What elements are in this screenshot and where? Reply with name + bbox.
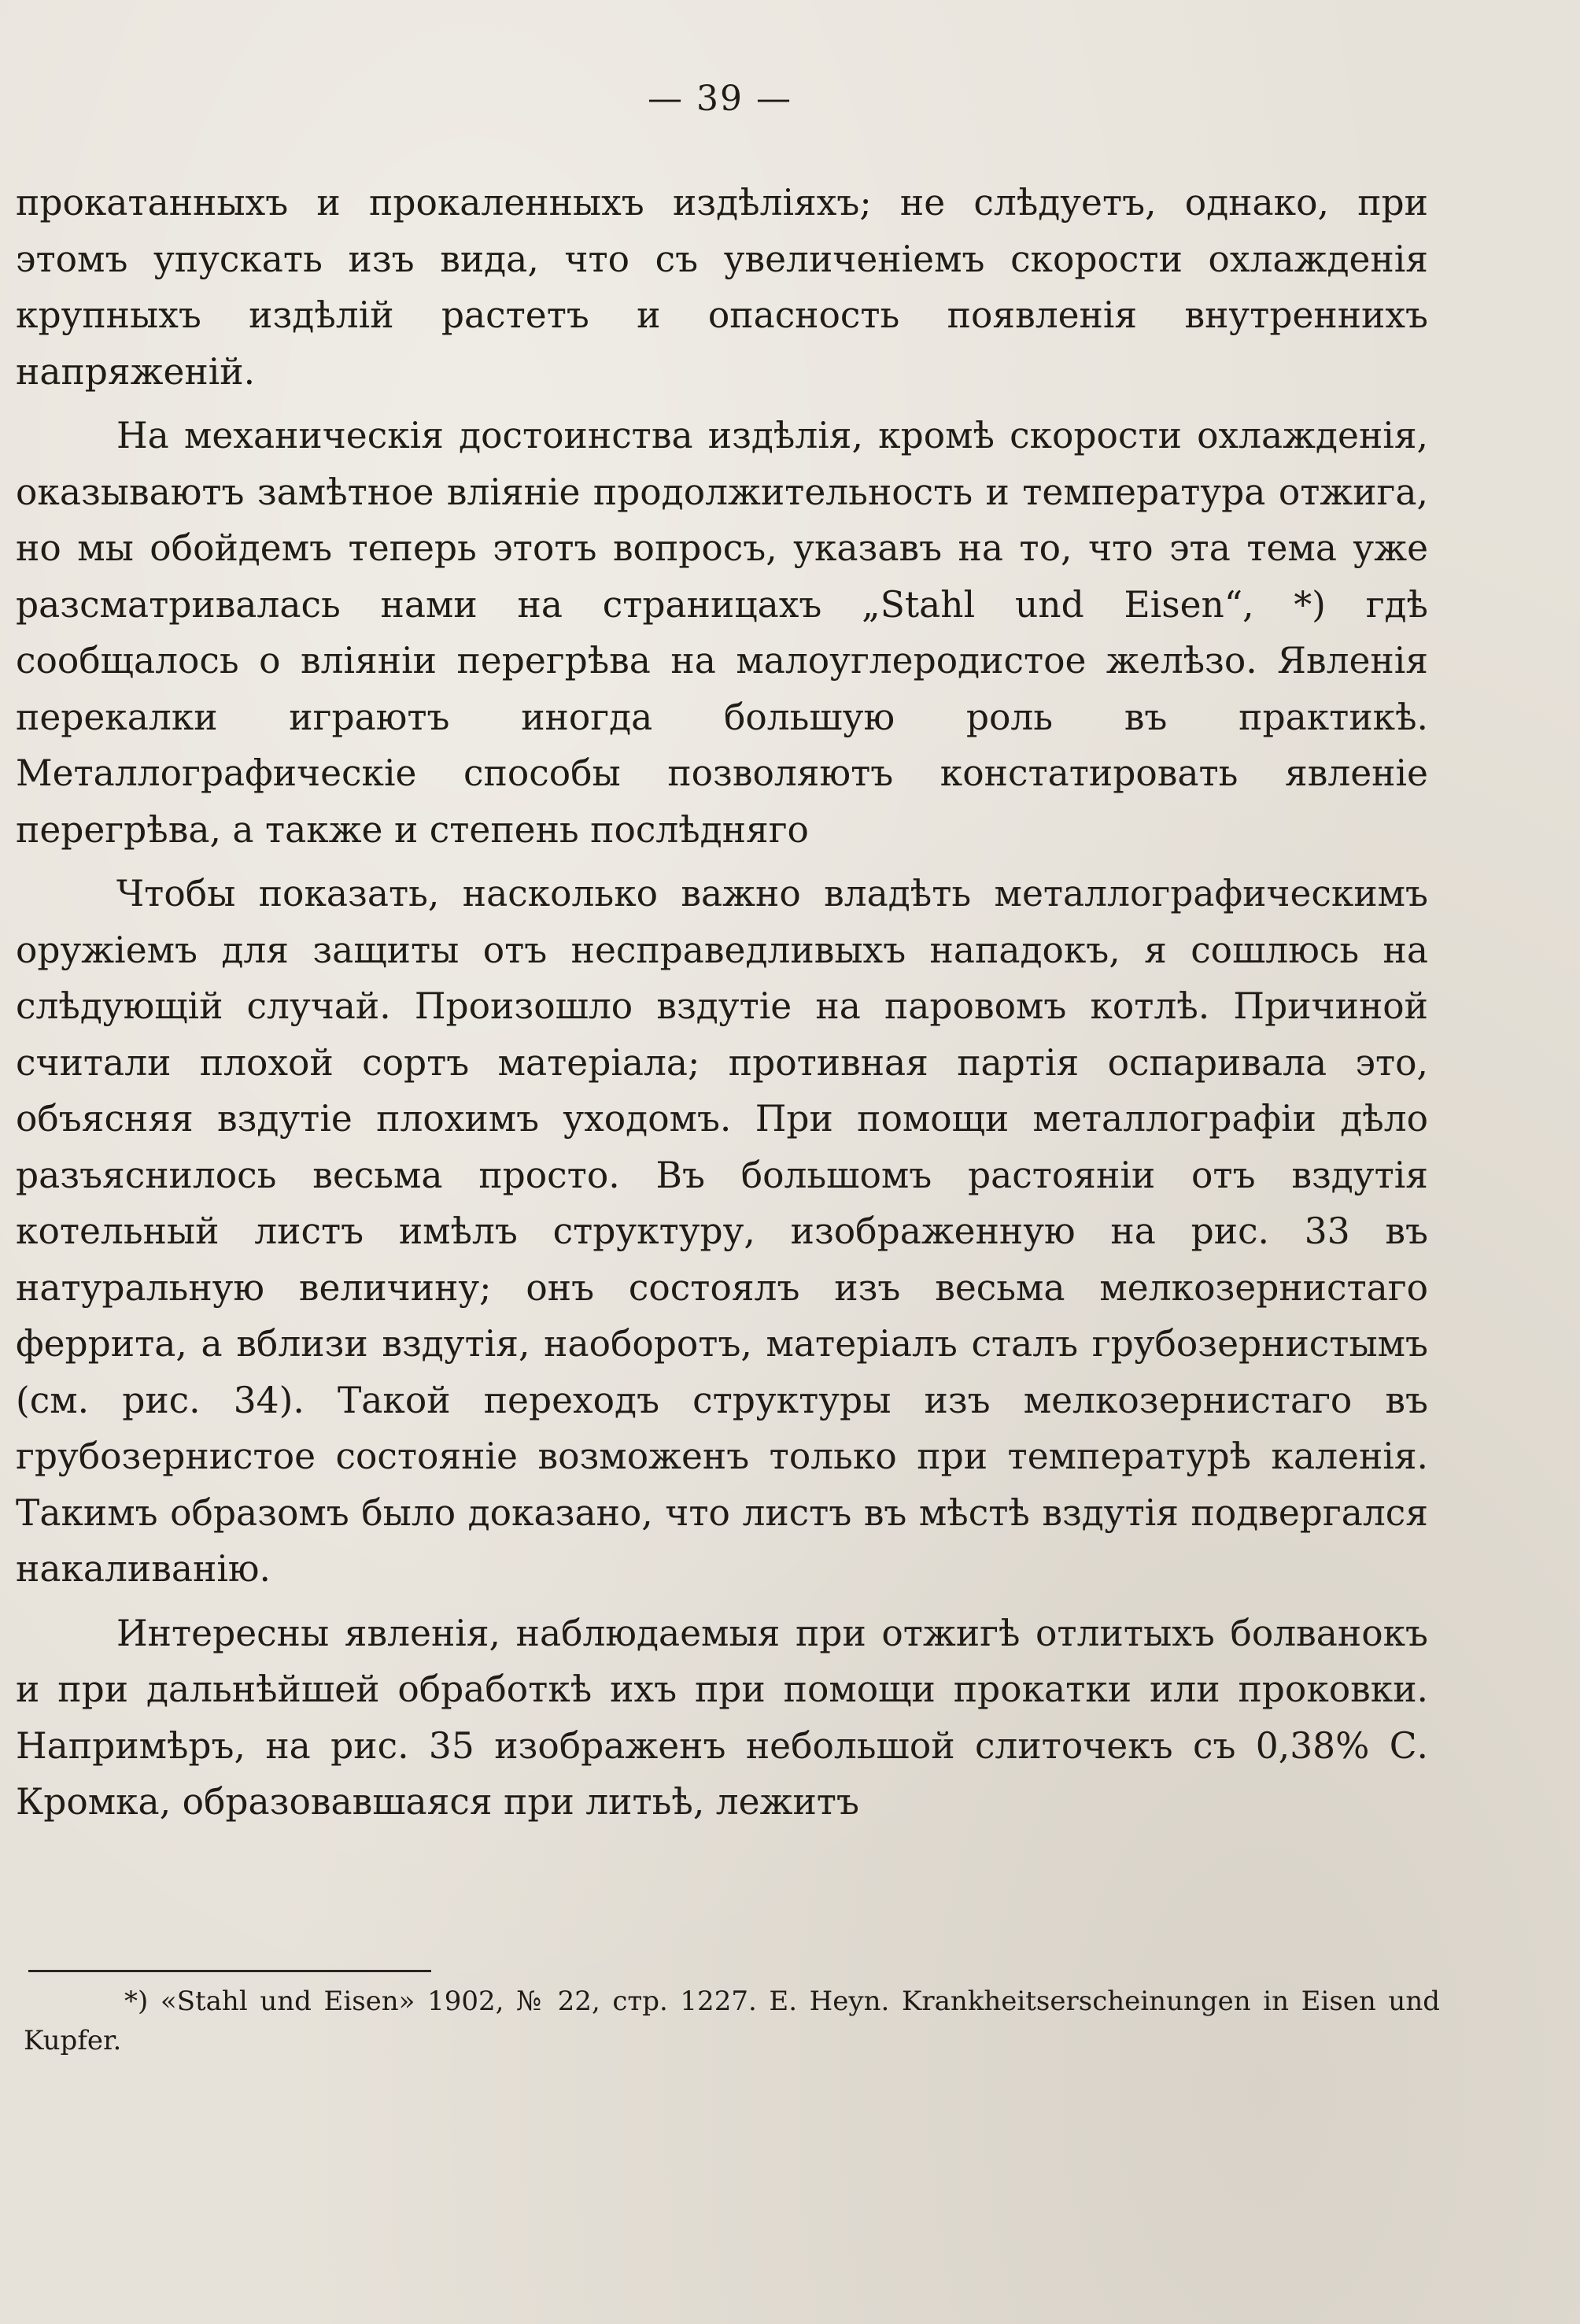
paragraph-2: На механическія достоинства издѣлія, кромѣ скорости охлажденія, оказываютъ замѣтное вліяніе продолжительность и температура отжига, но мы обойдемъ теперь этотъ вопросъ, указавъ на то, что эта тема уже разсматривалась нами на страницахъ „Stahl und Eisen“, *) гдѣ сообщалось о вліяніи перегрѣва на малоуглеродистое желѣзо. Явленія перекалки играютъ иногда большую роль въ практикѣ. Металлографическіе способы позволяютъ констатировать явленіе перегрѣва, а также и степень послѣдняго: [16, 415, 1428, 851]
paragraph-3: Чтобы показать, насколько важно владѣть металлографическимъ оружіемъ для защиты отъ несправедливыхъ нападокъ, я сошлюсь на слѣдующій случай. Произошло вздутіе на паровомъ котлѣ. Причиной считали плохой сортъ матеріала; противная партія оспаривала это, объясняя вздутіе плохимъ уходомъ. При помощи металлографіи дѣло разъяснилось весьма просто. Въ большомъ растояніи отъ вздутія котельный листъ имѣлъ структуру, изображенную на рис. 33 въ натуральную величину; онъ состоялъ изъ весьма мелкозернистаго феррита, а вблизи вздутія, наоборотъ, матеріалъ сталъ грубозернистымъ (см. рис. 34). Такой переходъ структуры изъ мелкозернистаго въ грубозернистое состояніе возможенъ только при температурѣ каленія. Такимъ образомъ было доказано, что листъ въ мѣстѣ вздутія подвергался накаливанію.: [16, 873, 1428, 1590]
page-number: — 39 —: [648, 79, 792, 119]
body-text: [16, 175, 1428, 1831]
paragraph-1: прокатанныхъ и прокаленныхъ издѣліяхъ; не слѣдуетъ, однако, при этомъ упускать изъ вида, что съ увеличеніемъ скорости охлажденія крупныхъ издѣлій растетъ и опасность появленія внутреннихъ напряженій.: [16, 182, 1428, 393]
footnote-divider: [28, 1970, 431, 1972]
paragraph-4: Интересны явленія, наблюдаемыя при отжигѣ отлитыхъ болванокъ и при дальнѣйшей обработкѣ ихъ при помощи прокатки или проковки. Напримѣръ, на рис. 35 изображенъ небольшой слиточекъ съ 0,38% С. Кромка, образовавшаяся при литьѣ, лежитъ: [16, 1612, 1428, 1823]
footnote: *) «Stahl und Eisen» 1902, № 22, стр. 1227. E. Heyn. Krankheitserscheinungen in Eisen und Kupfer.: [24, 1986, 1440, 2056]
